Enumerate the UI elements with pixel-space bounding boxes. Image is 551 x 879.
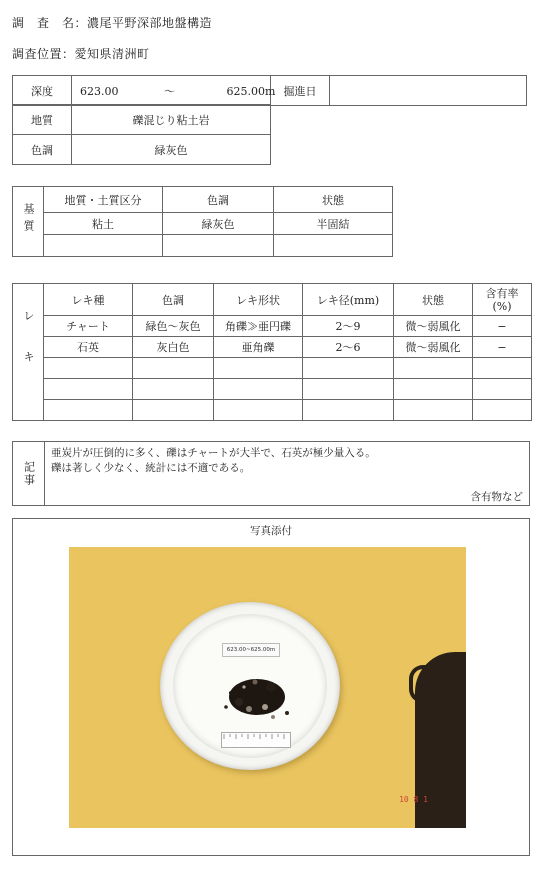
scale-ruler-ticks xyxy=(222,733,290,747)
gravel-row2-shape: 亜角礫 xyxy=(214,337,303,358)
sample-photo xyxy=(69,547,466,828)
notes-footer: 含有物など xyxy=(470,491,523,503)
gravel-row2-state: 微〜弱風化 xyxy=(394,337,473,358)
matrix-state: 半固結 xyxy=(274,213,393,235)
table-row xyxy=(13,316,532,337)
table-row xyxy=(13,358,532,379)
color-value: 緑灰色 xyxy=(72,135,271,165)
location-label: 調査位置 xyxy=(12,47,63,61)
date-stamp: 10 8 1 xyxy=(399,795,428,804)
core-geology-table xyxy=(12,104,271,165)
color-label: 色調 xyxy=(13,135,72,165)
matrix-header-class: 地質・土質区分 xyxy=(44,187,163,213)
location-value: ：愛知県清洲町 xyxy=(62,47,150,61)
gravel-header-shape: レキ形状 xyxy=(214,284,303,316)
gravel-row2-size: 2〜6 xyxy=(303,337,394,358)
matrix-table xyxy=(12,186,393,257)
gravel-row1-shape: 角礫≫亜円礫 xyxy=(214,316,303,337)
gravel-side-label: レキ xyxy=(13,284,44,421)
geology-label: 地質 xyxy=(13,105,72,135)
matrix-empty-cell xyxy=(44,235,163,257)
gravel-header-content: 含有率 (%) xyxy=(473,284,532,316)
gravel-header-state: 状態 xyxy=(394,284,473,316)
depth-to: 625.00m xyxy=(226,84,276,98)
depth-range xyxy=(72,76,276,106)
location-row xyxy=(12,45,150,62)
matrix-class: 粘土 xyxy=(44,213,163,235)
gravel-row2-type: 石英 xyxy=(44,337,133,358)
matrix-color: 緑灰色 xyxy=(163,213,274,235)
geology-value: 礫混じり粘土岩 xyxy=(72,105,271,135)
matrix-header-color: 色調 xyxy=(163,187,274,213)
gravel-sample-pile xyxy=(209,657,309,732)
gravel-header-color: 色調 xyxy=(133,284,214,316)
core-info-table xyxy=(12,75,527,106)
matrix-side-label: 基質 xyxy=(13,187,44,257)
background-object-handle xyxy=(409,665,431,703)
notes-line-2: 礫は著しく少なく、統計には不適である。 xyxy=(51,462,251,474)
gravel-row1-content: − xyxy=(473,316,532,337)
matrix-empty-cell xyxy=(274,235,393,257)
survey-name-row xyxy=(12,14,212,31)
gravel-row1-size: 2〜9 xyxy=(303,316,394,337)
sample-label: 623.00~625.00m xyxy=(222,643,280,657)
notes-line-1: 亜炭片が圧倒的に多く、礫はチャートが大半で、石英が極少量入る。 xyxy=(51,447,376,459)
survey-name-label: 調 査 名 xyxy=(12,16,75,30)
scale-ruler xyxy=(221,732,291,748)
notes-box xyxy=(12,441,530,506)
gravel-row2-content: − xyxy=(473,337,532,358)
depth-from: 623.00 xyxy=(80,84,119,98)
drill-date-label: 掘進日 xyxy=(271,76,330,106)
table-row xyxy=(13,337,532,358)
matrix-header-state: 状態 xyxy=(274,187,393,213)
gravel-row1-type: チャート xyxy=(44,316,133,337)
gravel-table xyxy=(12,283,532,421)
depth-sep: 〜 xyxy=(164,84,175,98)
gravel-header-size: レキ径(mm) xyxy=(303,284,394,316)
gravel-row1-color: 緑色〜灰色 xyxy=(133,316,214,337)
table-row xyxy=(13,400,532,421)
depth-label: 深度 xyxy=(13,76,72,106)
drill-date-value xyxy=(330,76,527,106)
table-row xyxy=(13,379,532,400)
gravel-header-type: レキ種 xyxy=(44,284,133,316)
photo-title: 写真添付 xyxy=(250,525,292,537)
survey-name-value: ：濃尾平野深部地盤構造 xyxy=(74,16,213,30)
gravel-row1-state: 微〜弱風化 xyxy=(394,316,473,337)
notes-side-label: 記事 xyxy=(13,442,45,505)
matrix-empty-cell xyxy=(163,235,274,257)
gravel-row2-color: 灰白色 xyxy=(133,337,214,358)
